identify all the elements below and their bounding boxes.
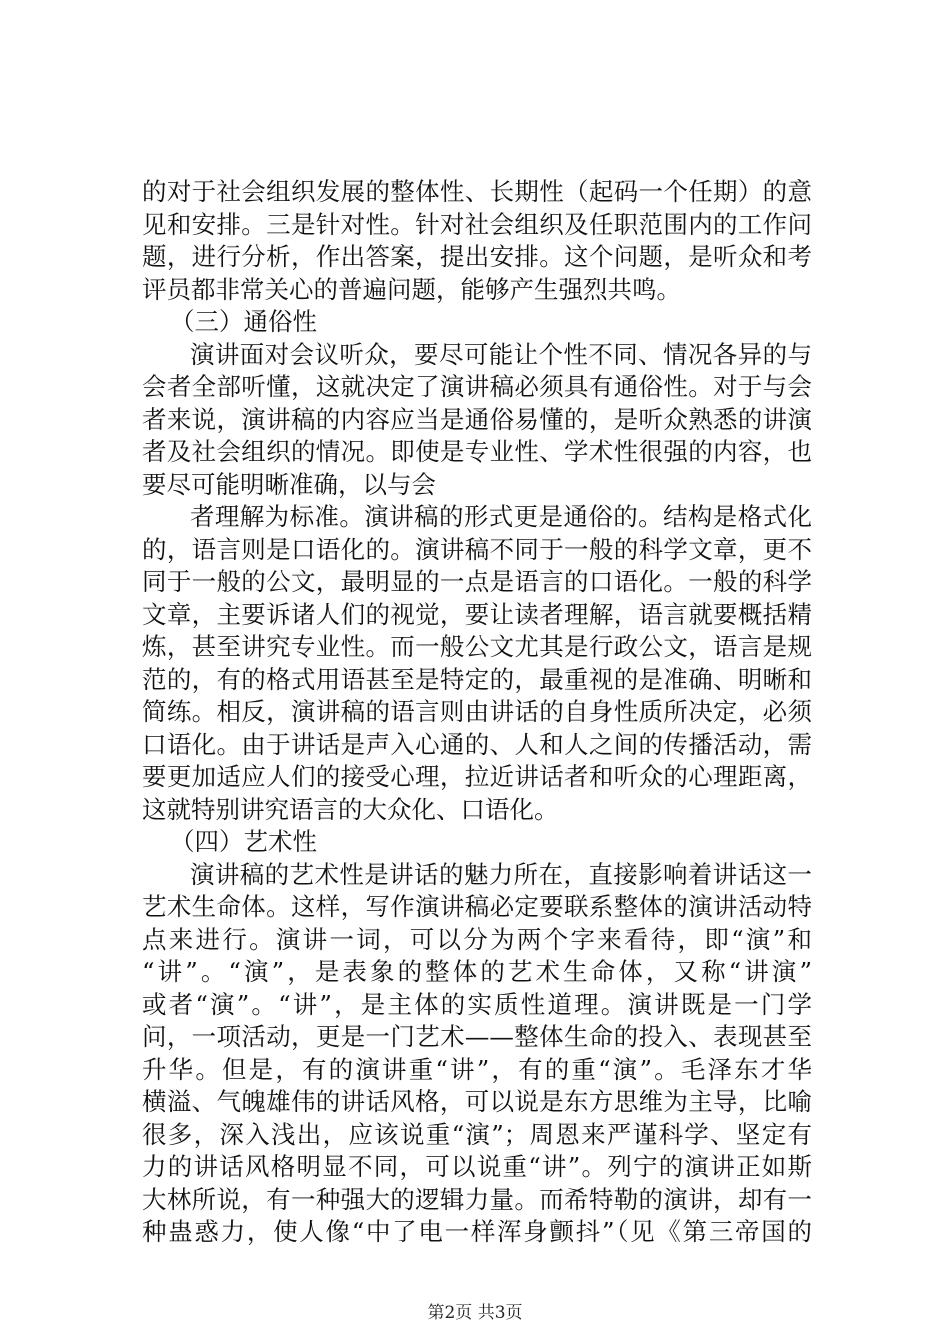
heading-text: （四）艺术性 (170, 827, 317, 856)
text-line: 的，语言则是口语化的。演讲稿不同于一般的科学文章，更不 (142, 534, 812, 564)
text-line: 者理解为标准。演讲稿的形式更是通俗的。结构是格式化 (190, 502, 812, 531)
text-line: 者及社会组织的情况。即使是专业性、学术性很强的内容，也 (142, 437, 812, 466)
text-line: 口语化。由于讲话是声入心通的、人和人之间的传播活动，需 (142, 729, 812, 759)
section-heading (142, 306, 812, 339)
text-line: 要尽可能明晰准确，以与会 (142, 469, 436, 499)
text-line: 的对于社会组织发展的整体性、长期性（起码一个任期）的意 (142, 177, 812, 206)
text-line: 种蛊惑力，使人像“中了电一样浑身颤抖”（见《第三帝国的 (142, 1217, 812, 1246)
paragraph (142, 859, 812, 1249)
heading-text: （三）通俗性 (170, 307, 317, 336)
text-line: 范的，有的格式用语甚至是特定的，最重视的是准确、明晰和 (142, 664, 812, 694)
page-footer: 第2页 共3页 (427, 1303, 523, 1323)
text-line: 很多，深入浅出，应该说重“演”；周恩来严谨科学、坚定有 (142, 1119, 812, 1149)
text-line: 要更加适应人们的接受心理，拉近讲话者和听众的心理距离， (142, 762, 812, 791)
text-line: 艺术生命体。这样，写作演讲稿必定要联系整体的演讲活动特 (142, 892, 812, 921)
text-line: 炼，甚至讲究专业性。而一般公文尤其是行政公文，语言是规 (142, 632, 812, 661)
paragraph (142, 176, 812, 306)
text-line: 文章，主要诉诸人们的视觉，要让读者理解，语言就要概括精 (142, 599, 812, 629)
text-line: 会者全部听懂，这就决定了演讲稿必须具有通俗性。对于与会 (142, 372, 812, 401)
document-body (142, 176, 812, 1249)
text-line: 这就特别讲究语言的大众化、口语化。 (142, 794, 559, 824)
text-line: 演讲面对会议听众，要尽可能让个性不同、情况各异的与 (190, 339, 812, 369)
paragraph (142, 339, 812, 502)
text-line: 力的讲话风格明显不同，可以说重“讲”。列宁的演讲正如斯 (142, 1152, 812, 1181)
text-line: 点来进行。演讲一词，可以分为两个字来看待，即“演”和 (142, 924, 812, 954)
text-line: 评员都非常关心的普遍问题，能够产生强烈共鸣。 (142, 274, 681, 304)
paragraph (142, 501, 812, 826)
text-line: 见和安排。三是针对性。针对社会组织及任职范围内的工作问 (142, 209, 812, 239)
text-line: “讲”。“演”，是表象的整体的艺术生命体，又称“讲演” (142, 957, 812, 986)
text-line: 升华。但是，有的演讲重“讲”，有的重“演”。毛泽东才华 (142, 1054, 812, 1084)
text-line: 或者“演”。“讲”，是主体的实质性道理。演讲既是一门学 (142, 989, 812, 1019)
text-line: 横溢、气魄雄伟的讲话风格，可以说是东方思维为主导，比喻 (142, 1087, 812, 1116)
text-line: 问，一项活动，更是一门艺术——整体生命的投入、表现甚至 (142, 1022, 812, 1051)
text-line: 简练。相反，演讲稿的语言则由讲话的自身性质所决定，必须 (142, 697, 812, 726)
text-line: 演讲稿的艺术性是讲话的魅力所在，直接影响着讲话这一 (190, 859, 812, 889)
text-line: 者来说，演讲稿的内容应当是通俗易懂的，是听众熟悉的讲演 (142, 404, 812, 434)
text-line: 题，进行分析，作出答案，提出安排。这个问题，是听众和考 (142, 242, 812, 271)
text-line: 同于一般的公文，最明显的一点是语言的口语化。一般的科学 (142, 567, 812, 596)
section-heading (142, 826, 812, 859)
text-line: 大林所说，有一种强大的逻辑力量。而希特勒的演讲，却有一 (142, 1184, 812, 1214)
